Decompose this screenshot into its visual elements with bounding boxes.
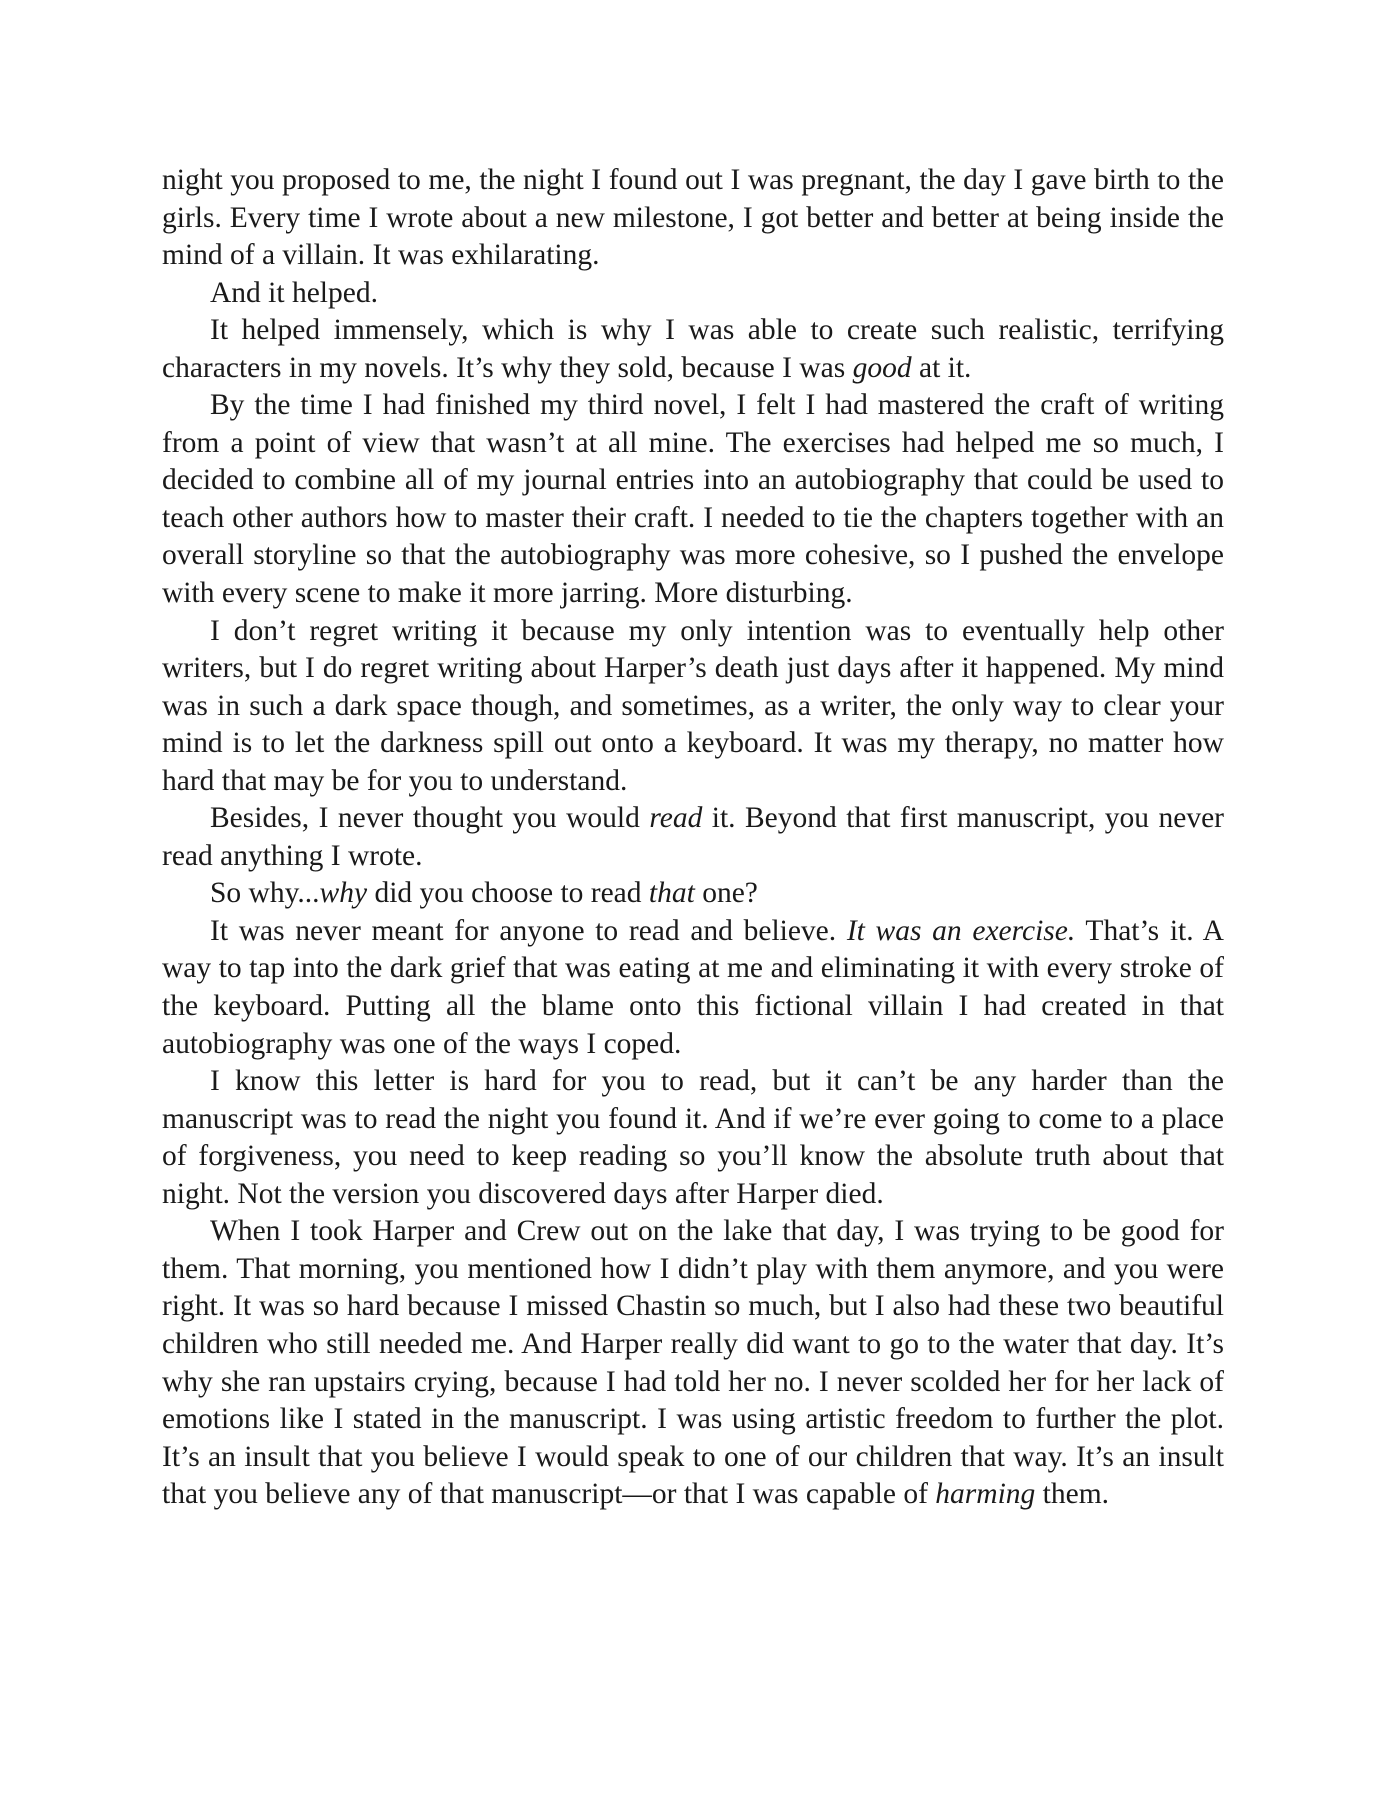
emphasis-text: good bbox=[852, 351, 912, 384]
paragraph-text: it. Beyond that first manuscript, you never read anything I wrote. bbox=[162, 802, 1224, 872]
paragraph bbox=[162, 613, 1224, 801]
paragraph bbox=[162, 1063, 1224, 1213]
page-body bbox=[162, 162, 1224, 1514]
paragraph-text: Besides, I never thought you would bbox=[210, 802, 650, 835]
paragraph-text: I know this letter is hard for you to read, but it can’t be any harder than the manuscript was to read the night you found it. And if we’re ever going to come to a place of forgiveness, you need to keep reading so you’ll know the absolute truth about that night. Not the version you discovered days after Harper died. bbox=[162, 1065, 1224, 1210]
paragraph-text: When I took Harper and Crew out on the lake that day, I was trying to be good for them. That morning, you mentioned how I didn’t play with them anymore, and you were right. It was so hard because I missed Chastin so much, but I also had these two beautiful children who still needed me. And Harper really did want to go to the water that day. It’s why she ran upstairs crying, because I had told her no. I never scolded her for her lack of emotions like I stated in the manuscript. I was using artistic freedom to further the plot. It’s an insult that you believe I would speak to one of our children that way. It’s an insult that you believe any of that manuscript—or that I was capable of bbox=[162, 1215, 1224, 1511]
paragraph-text: So why... bbox=[210, 877, 320, 910]
paragraph-text: By the time I had finished my third novel, I felt I had mastered the craft of writing from a point of view that wasn’t at all mine. The exercises had helped me so much, I decided to combine all of my journal entries into an autobiography that could be used to teach other authors how to master their craft. I needed to tie the chapters together with an overall storyline so that the autobiography was more cohesive, so I pushed the envelope with every scene to make it more jarring. More disturbing. bbox=[162, 389, 1224, 610]
emphasis-text: why bbox=[319, 877, 368, 910]
emphasis-text: harming bbox=[935, 1478, 1036, 1511]
emphasis-text: It was an exercise. bbox=[846, 914, 1076, 947]
paragraph-text: night you proposed to me, the night I found out I was pregnant, the day I gave birth to the girls. Every time I wrote about a new milestone, I got better and better at being inside the mind of a villain. It was exhilarating. bbox=[162, 164, 1224, 272]
emphasis-text: that bbox=[648, 877, 695, 910]
paragraph-text: And it helped. bbox=[210, 276, 378, 309]
paragraph-text: That’s it. A way to tap into the dark grief that was eating at me and eliminating it with every stroke of the keyboard. Putting all the blame onto this fictional villain I had created in that autobiography was one of the ways I coped. bbox=[162, 914, 1224, 1060]
paragraph-text: It was never meant for anyone to read and believe. bbox=[210, 914, 847, 947]
emphasis-text: read bbox=[649, 802, 703, 835]
paragraph-text: It helped immensely, which is why I was able to create such realistic, terrifying characters in my novels. It’s why they sold, because I was bbox=[162, 314, 1224, 384]
paragraph-text: did you choose to read bbox=[367, 877, 649, 910]
paragraph-text: one? bbox=[694, 877, 758, 910]
paragraph-text: them. bbox=[1035, 1478, 1110, 1511]
paragraph bbox=[162, 162, 1224, 275]
paragraph bbox=[162, 387, 1224, 612]
paragraph-text: at it. bbox=[911, 351, 972, 384]
paragraph bbox=[162, 875, 1224, 913]
paragraph bbox=[162, 800, 1224, 875]
paragraph bbox=[162, 312, 1224, 387]
paragraph bbox=[162, 1213, 1224, 1513]
paragraph bbox=[162, 275, 1224, 313]
paragraph bbox=[162, 913, 1224, 1063]
paragraph-text: I don’t regret writing it because my only intention was to eventually help other writers, but I do regret writing about Harper’s death just days after it happened. My mind was in such a dark space though, and sometimes, as a writer, the only way to clear your mind is to let the darkness spill out onto a keyboard. It was my therapy, no matter how hard that may be for you to understand. bbox=[162, 614, 1224, 797]
